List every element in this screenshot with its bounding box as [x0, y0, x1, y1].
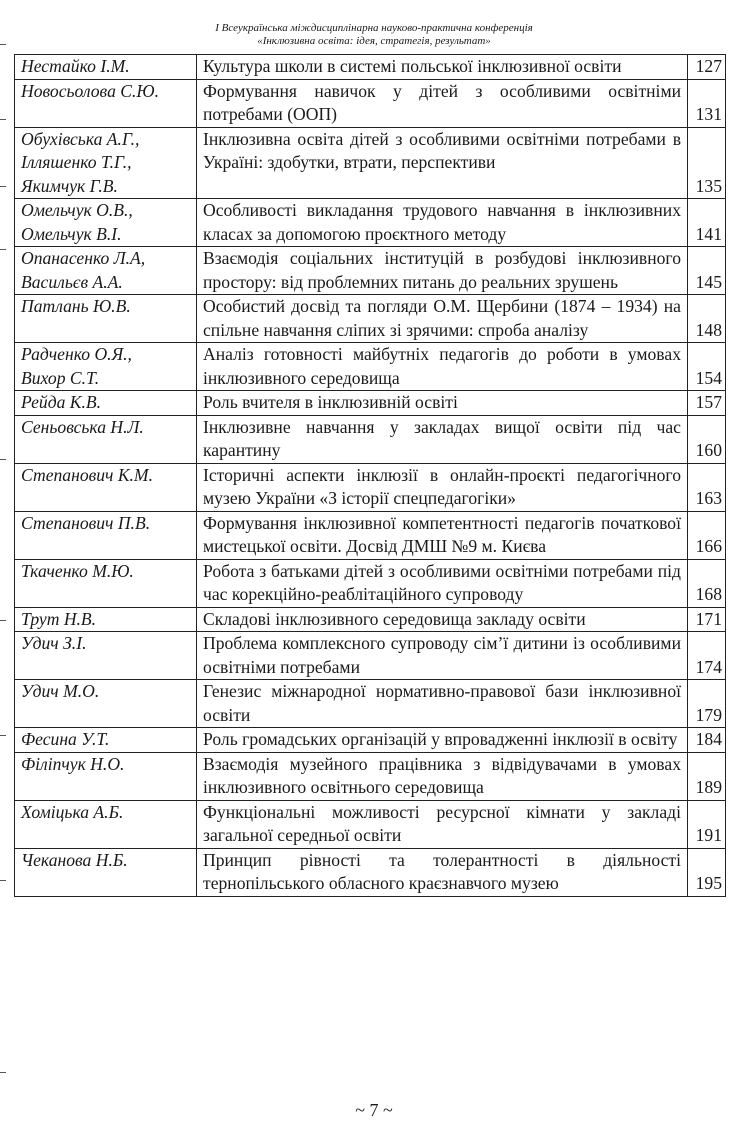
entry-author: Ткаченко М.Ю.	[15, 559, 197, 607]
toc-row	[15, 391, 726, 416]
scan-margin-mark	[0, 119, 6, 120]
toc-row	[15, 79, 726, 127]
entry-title: Формування інклюзивної компетентності педагогів початкової мистецької освіти. Досвід ДМШ №9 м. Києва	[197, 511, 688, 559]
entry-author: Омельчук О.В., Омельчук В.І.	[15, 199, 197, 247]
entry-page: 127	[688, 55, 726, 80]
entry-page: 141	[688, 199, 726, 247]
toc-row	[15, 415, 726, 463]
entry-title: Роль громадських організацій у впровадженні інклюзії в освіту	[197, 728, 688, 753]
entry-page: 171	[688, 607, 726, 632]
toc-row	[15, 343, 726, 391]
toc-row	[15, 463, 726, 511]
entry-page: 157	[688, 391, 726, 416]
scan-margin-mark	[0, 620, 6, 621]
entry-author: Обухівська А.Г., Ілляшенко Т.Г., Якимчук Г.В.	[15, 127, 197, 199]
entry-page: 168	[688, 559, 726, 607]
entry-page: 179	[688, 680, 726, 728]
toc-row	[15, 127, 726, 199]
entry-author: Рейда К.В.	[15, 391, 197, 416]
toc-row	[15, 800, 726, 848]
entry-page: 163	[688, 463, 726, 511]
entry-page: 184	[688, 728, 726, 753]
entry-page: 160	[688, 415, 726, 463]
entry-author: Степанович П.В.	[15, 511, 197, 559]
entry-title: Роль вчителя в інклюзивній освіті	[197, 391, 688, 416]
conference-title: І Всеукраїнська міждисциплінарна науково-практична конференція	[215, 22, 533, 34]
entry-page: 154	[688, 343, 726, 391]
toc-row	[15, 55, 726, 80]
scan-margin-mark	[0, 735, 6, 736]
entry-author: Удич М.О.	[15, 680, 197, 728]
entry-title: Аналіз готовності майбутніх педагогів до роботи в умовах інклюзивного середовища	[197, 343, 688, 391]
entry-title: Інклюзивна освіта дітей з особливими освітніми потребами в Україні: здобутки, втрати, перспективи	[197, 127, 688, 199]
entry-title: Культура школи в системі польської інклюзивної освіти	[197, 55, 688, 80]
page-number: ~ 7 ~	[355, 1100, 393, 1120]
entry-author: Удич З.І.	[15, 632, 197, 680]
entry-title: Принцип рівності та толерантності в діяльності тернопільського обласного краєзнавчого музею	[197, 848, 688, 896]
entry-title: Взаємодія соціальних інституцій в розбудові інклюзивного простору: від проблемних питань до реальних зрушень	[197, 247, 688, 295]
entry-title: Інклюзивне навчання у закладах вищої освіти під час карантину	[197, 415, 688, 463]
entry-page: 195	[688, 848, 726, 896]
entry-page: 131	[688, 79, 726, 127]
entry-author: Хоміцька А.Б.	[15, 800, 197, 848]
toc-row	[15, 848, 726, 896]
table-of-contents	[14, 54, 726, 897]
conference-header	[0, 22, 748, 48]
toc-row	[15, 607, 726, 632]
entry-title: Формування навичок у дітей з особливими освітніми потребами (ООП)	[197, 79, 688, 127]
scan-margin-mark	[0, 249, 6, 250]
entry-author: Трут Н.В.	[15, 607, 197, 632]
entry-page: 148	[688, 295, 726, 343]
entry-title: Особливості викладання трудового навчання в інклюзивних класах за допомогою проєктного методу	[197, 199, 688, 247]
scan-margin-mark	[0, 44, 6, 45]
toc-row	[15, 559, 726, 607]
entry-title: Взаємодія музейного працівника з відвідувачами в умовах інклюзивного освітнього середовища	[197, 752, 688, 800]
entry-title: Складові інклюзивного середовища закладу освіти	[197, 607, 688, 632]
entry-page: 189	[688, 752, 726, 800]
entry-title: Особистий досвід та погляди О.М. Щербини (1874 – 1934) на спільне навчання сліпих зі зрячими: спроба аналізу	[197, 295, 688, 343]
scan-margin-mark	[0, 186, 6, 187]
toc-row	[15, 680, 726, 728]
entry-author: Степанович К.М.	[15, 463, 197, 511]
scan-margin-mark	[0, 1072, 6, 1073]
entry-page: 135	[688, 127, 726, 199]
toc-row	[15, 295, 726, 343]
entry-page: 174	[688, 632, 726, 680]
conference-subtitle: «Інклюзивна освіта: ідея, стратегія, результат»	[257, 35, 491, 47]
entry-author: Новосьолова С.Ю.	[15, 79, 197, 127]
toc-row	[15, 632, 726, 680]
entry-title: Історичні аспекти інклюзії в онлайн-проєкті педагогічного музею України «З історії спецпедагогіки»	[197, 463, 688, 511]
entry-title: Функціональні можливості ресурсної кімнати у закладі загальної середньої освіти	[197, 800, 688, 848]
toc-row	[15, 752, 726, 800]
entry-author: Філіпчук Н.О.	[15, 752, 197, 800]
entry-author: Фесина У.Т.	[15, 728, 197, 753]
entry-author: Радченко О.Я., Вихор С.Т.	[15, 343, 197, 391]
entry-title: Проблема комплексного супроводу сім’ї дитини із особливими освітніми потребами	[197, 632, 688, 680]
toc-row	[15, 511, 726, 559]
entry-page: 191	[688, 800, 726, 848]
toc-row	[15, 728, 726, 753]
toc-row	[15, 247, 726, 295]
entry-page: 145	[688, 247, 726, 295]
entry-author: Патлань Ю.В.	[15, 295, 197, 343]
entry-title: Генезис міжнародної нормативно-правової бази інклюзивної освіти	[197, 680, 688, 728]
entry-author: Нестайко І.М.	[15, 55, 197, 80]
entry-author: Опанасенко Л.А, Васильєв А.А.	[15, 247, 197, 295]
entry-title: Робота з батьками дітей з особливими освітніми потребами під час корекційно-реаблітаційного супроводу	[197, 559, 688, 607]
entry-author: Чеканова Н.Б.	[15, 848, 197, 896]
scan-margin-mark	[0, 880, 6, 881]
toc-row	[15, 199, 726, 247]
entry-page: 166	[688, 511, 726, 559]
scan-margin-mark	[0, 459, 6, 460]
entry-author: Сеньовська Н.Л.	[15, 415, 197, 463]
toc-body	[15, 55, 726, 897]
